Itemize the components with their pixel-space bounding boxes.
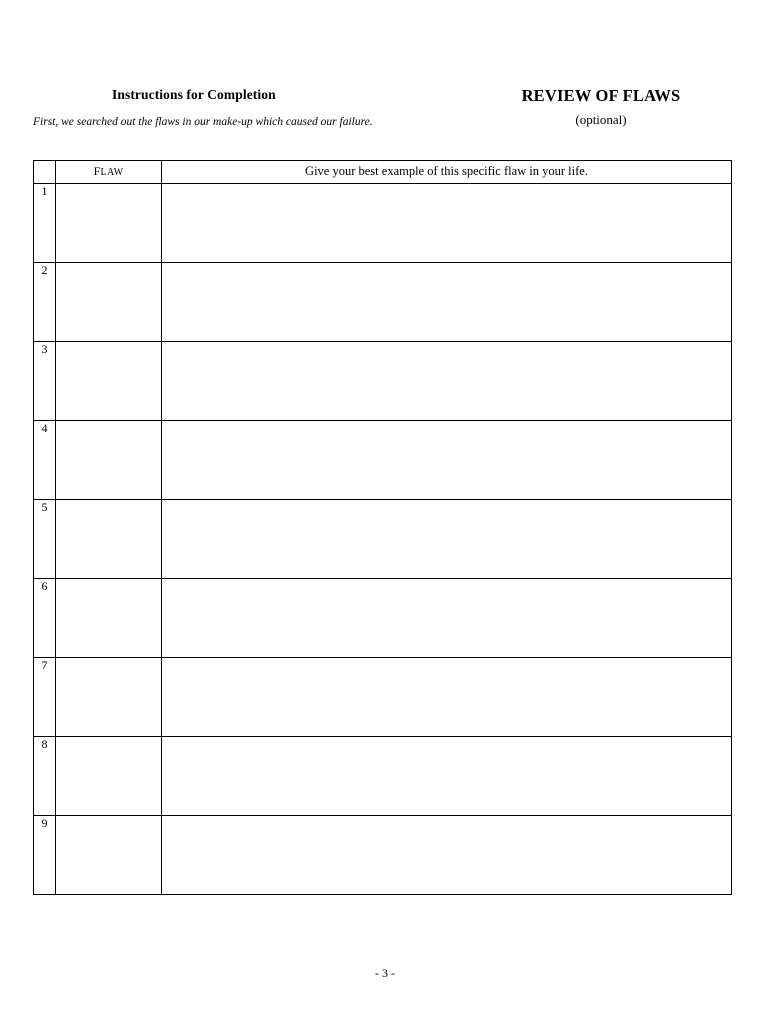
example-input-cell[interactable] xyxy=(162,658,732,737)
row-number: 3 xyxy=(34,342,56,421)
page-title: REVIEW OF FLAWS xyxy=(521,86,681,105)
page-header xyxy=(33,78,733,138)
example-input-cell[interactable] xyxy=(162,263,732,342)
flaw-input-cell[interactable] xyxy=(56,579,162,658)
flaw-input-cell[interactable] xyxy=(56,184,162,263)
flaw-input-cell[interactable] xyxy=(56,342,162,421)
instructions-text: First, we searched out the flaws in our make-up which caused our failure. xyxy=(33,116,373,128)
example-input-cell[interactable] xyxy=(162,342,732,421)
flaw-input-cell[interactable] xyxy=(56,421,162,500)
page-subtitle: (optional) xyxy=(575,112,627,127)
table-row xyxy=(34,263,732,342)
example-input-cell[interactable] xyxy=(162,500,732,579)
row-number: 5 xyxy=(34,500,56,579)
table-row xyxy=(34,500,732,579)
header-cell-example: Give your best example of this specific flaw in your life. xyxy=(162,161,732,184)
row-number: 9 xyxy=(34,816,56,895)
header-cell-number xyxy=(34,161,56,184)
header-cell-flaw: FLAW xyxy=(56,161,162,184)
flaw-input-cell[interactable] xyxy=(56,737,162,816)
row-number: 4 xyxy=(34,421,56,500)
instructions-heading: Instructions for Completion xyxy=(112,87,276,102)
row-number: 8 xyxy=(34,737,56,816)
table-row xyxy=(34,421,732,500)
table-row xyxy=(34,184,732,263)
row-number: 2 xyxy=(34,263,56,342)
table-row xyxy=(34,342,732,421)
flaw-input-cell[interactable] xyxy=(56,500,162,579)
row-number: 6 xyxy=(34,579,56,658)
row-number: 7 xyxy=(34,658,56,737)
flaws-table-container xyxy=(33,160,731,895)
page-number: - 3 - xyxy=(375,966,395,980)
example-input-cell[interactable] xyxy=(162,579,732,658)
table-row xyxy=(34,816,732,895)
flaw-input-cell[interactable] xyxy=(56,263,162,342)
table-row xyxy=(34,658,732,737)
flaw-input-cell[interactable] xyxy=(56,658,162,737)
example-input-cell[interactable] xyxy=(162,184,732,263)
example-input-cell[interactable] xyxy=(162,816,732,895)
table-header-row xyxy=(34,161,732,184)
example-input-cell[interactable] xyxy=(162,421,732,500)
table-row xyxy=(34,737,732,816)
example-input-cell[interactable] xyxy=(162,737,732,816)
flaw-input-cell[interactable] xyxy=(56,816,162,895)
table-row xyxy=(34,579,732,658)
flaws-table xyxy=(33,160,732,895)
row-number: 1 xyxy=(34,184,56,263)
